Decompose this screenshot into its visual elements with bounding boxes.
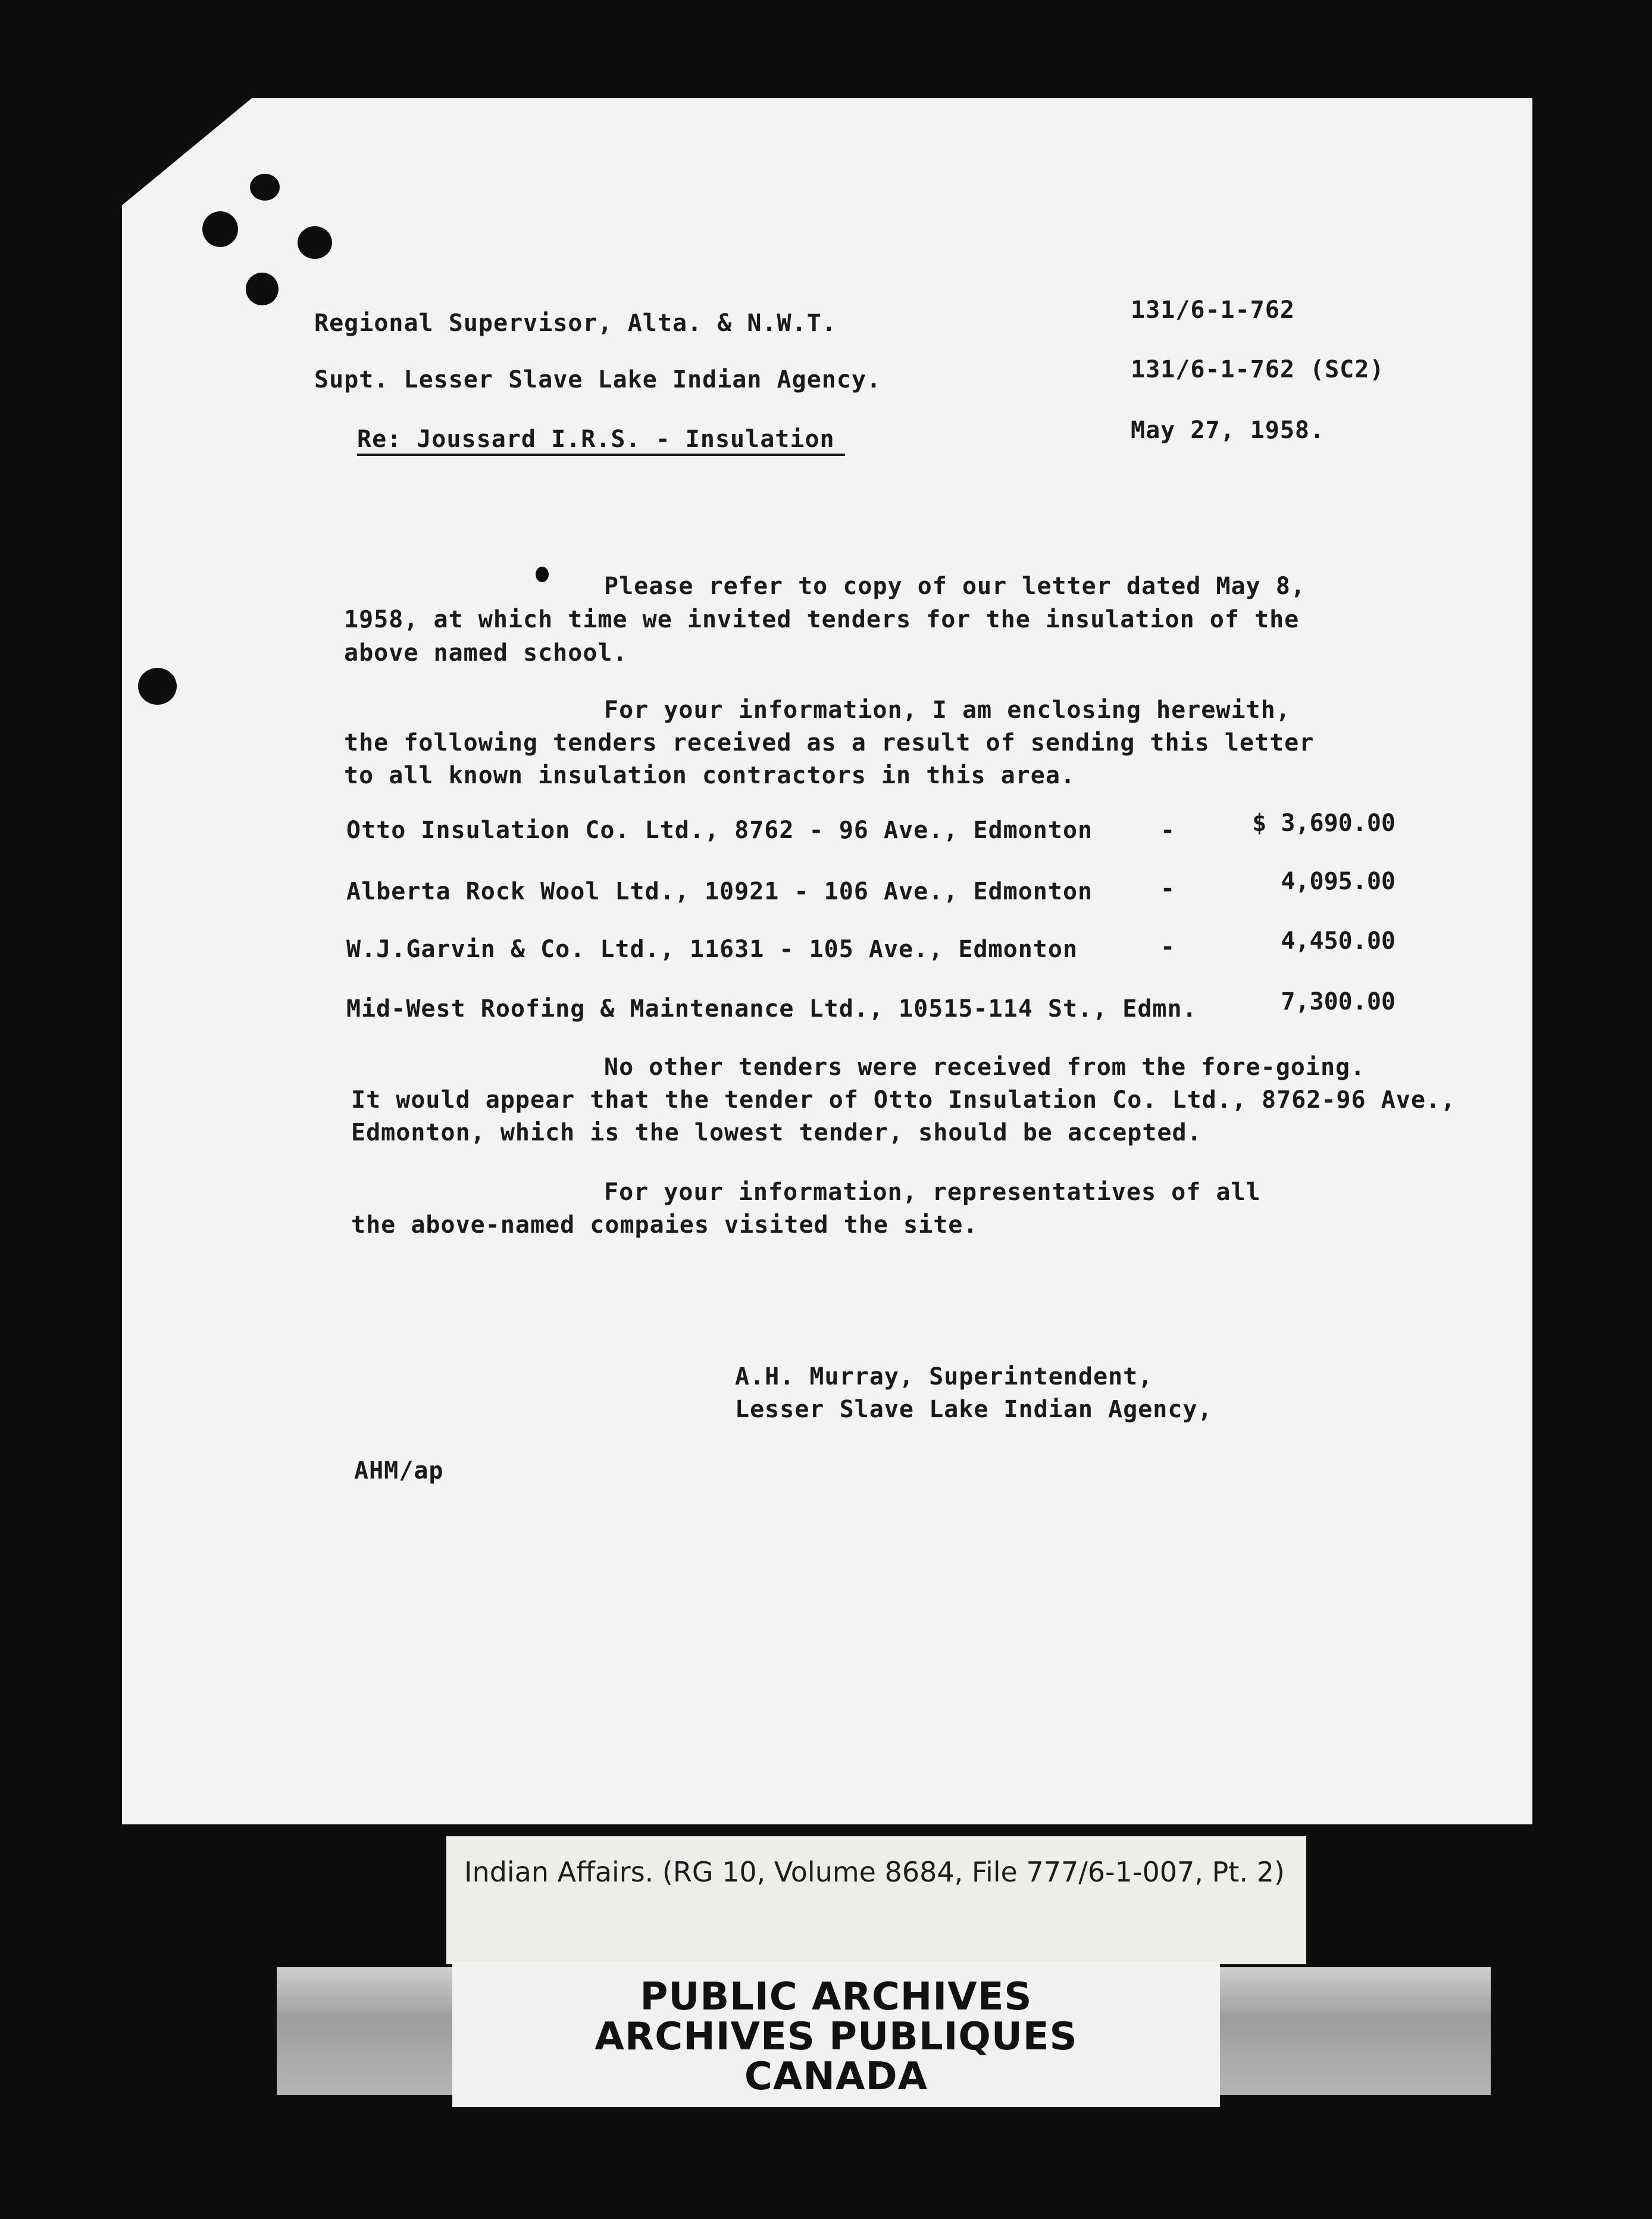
file-number-1: 131/6-1-762 — [1131, 296, 1295, 324]
punch-hole — [138, 668, 177, 705]
para3-line: It would appear that the tender of Otto Insulation Co. Ltd., 8762-96 Ave., — [351, 1086, 1456, 1114]
signature-line: A.H. Murray, Superintendent, — [735, 1363, 1153, 1390]
tender-name: Otto Insulation Co. Ltd., 8762 - 96 Ave., Edmonton — [346, 817, 1093, 844]
typist-initials: AHM/ap — [354, 1457, 444, 1484]
para4-line: For your information, representatives of all — [604, 1179, 1261, 1206]
file-number-2: 131/6-1-762 (SC2) — [1131, 356, 1385, 383]
para3-line: Edmonton, which is the lowest tender, should be accepted. — [351, 1119, 1202, 1146]
tender-dash: - — [1160, 817, 1175, 844]
subject-line: Re: Joussard I.R.S. - Insulation — [357, 426, 835, 453]
archive-banner-line2: ARCHIVES PUBLIQUES — [595, 2015, 1078, 2059]
archive-banner-line3: CANADA — [744, 2055, 928, 2099]
signature-line: Lesser Slave Lake Indian Agency, — [735, 1396, 1213, 1423]
sender: Supt. Lesser Slave Lake Indian Agency. — [314, 366, 882, 393]
para1-line: Please refer to copy of our letter dated May 8, — [604, 573, 1306, 600]
tender-name: W.J.Garvin & Co. Ltd., 11631 - 105 Ave., Edmonton — [346, 936, 1078, 963]
letter-date: May 27, 1958. — [1131, 417, 1325, 444]
subject-underline — [357, 454, 845, 456]
para4-line: the above-named compaies visited the site. — [351, 1211, 978, 1239]
tender-amount: 7,300.00 — [1281, 988, 1396, 1015]
addressee: Regional Supervisor, Alta. & N.W.T. — [314, 310, 837, 337]
punch-hole — [298, 226, 332, 259]
para1-line: 1958, at which time we invited tenders for the insulation of the — [344, 606, 1300, 633]
para1-line: above named school. — [344, 639, 628, 667]
tender-dash: - — [1160, 933, 1175, 961]
tender-name: Alberta Rock Wool Ltd., 10921 - 106 Ave., Edmonton — [346, 878, 1093, 905]
archive-reference-text: Indian Affairs. (RG 10, Volume 8684, File 777/6-1-007, Pt. 2) — [464, 1856, 1285, 1888]
para2-line: For your information, I am enclosing herewith, — [604, 696, 1291, 724]
punch-hole — [202, 211, 238, 247]
para2-line: the following tenders received as a result of sending this letter — [344, 729, 1315, 757]
tender-dash: - — [1160, 875, 1175, 902]
para2-line: to all known insulation contractors in this area. — [344, 762, 1076, 789]
para3-line: No other tenders were received from the fore-going. — [604, 1054, 1366, 1081]
archive-banner-line1: PUBLIC ARCHIVES — [640, 1975, 1032, 2019]
tender-amount: $ 3,690.00 — [1252, 810, 1396, 837]
punch-hole — [536, 567, 549, 582]
punch-hole — [250, 174, 280, 201]
tender-name: Mid-West Roofing & Maintenance Ltd., 10515-114 St., Edmn. — [346, 995, 1197, 1023]
tender-amount: 4,450.00 — [1281, 927, 1396, 955]
tender-amount: 4,095.00 — [1281, 868, 1396, 895]
punch-hole — [246, 273, 279, 305]
